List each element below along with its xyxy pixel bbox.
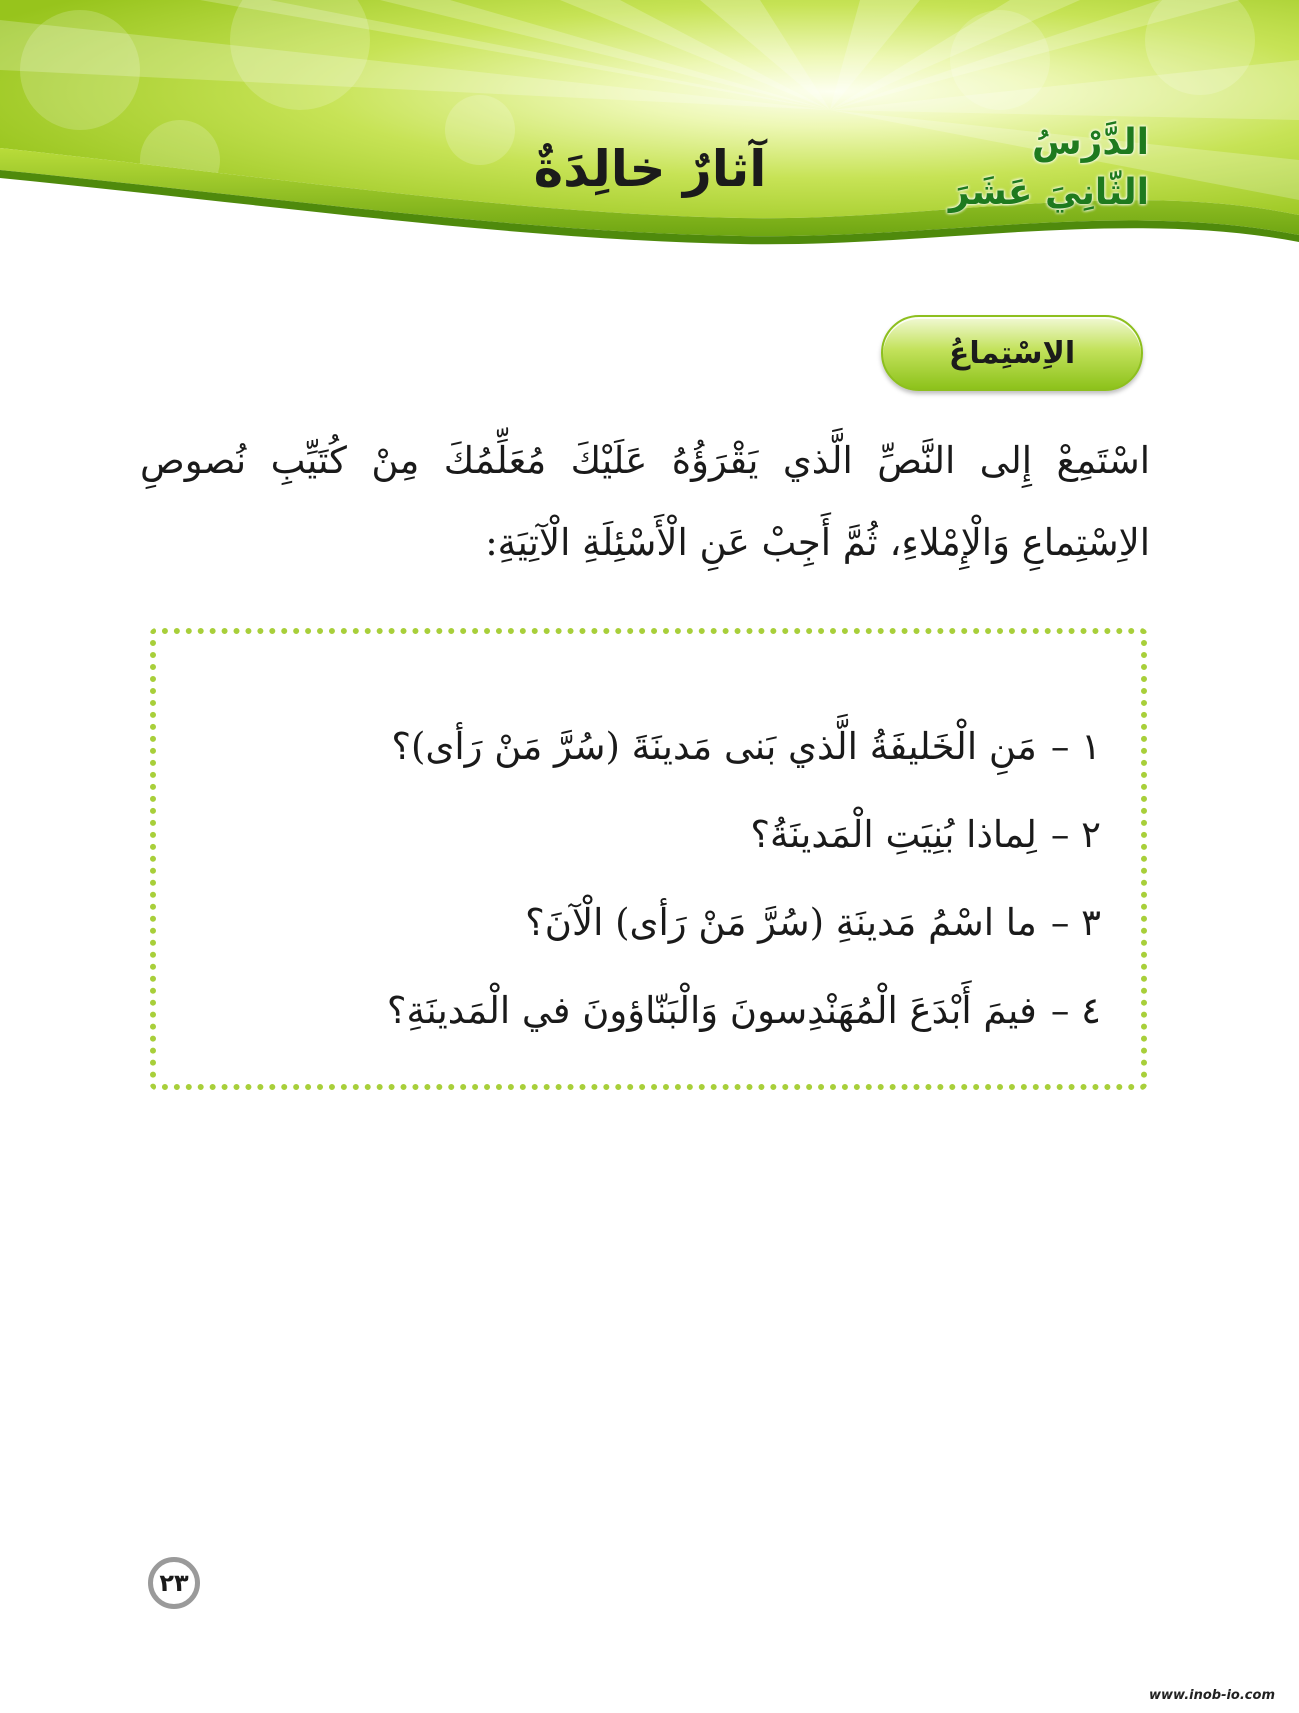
page-header [0,0,1299,270]
lesson-label-line1: الدَّرْسُ [1031,122,1149,163]
question-item [221,805,1101,893]
question-number: ٤ – [1050,989,1101,1032]
lesson-label-line2: الثّانِيَ عَشَرَ [948,172,1149,213]
question-text: لِماذا بُنِيَتِ الْمَدينَةُ؟ [750,813,1037,856]
instructions-paragraph: اسْتَمِعْ إِلى النَّصِّ الَّذي يَقْرَؤُهُ عَلَيْكَ مُعَلِّمُكَ مِنْ كُتَيِّبِ نُصوصِ الاِسْتِماعِ وَالْإِمْلاءِ، ثُمَّ أَجِبْ عَنِ الْأَسْئِلَةِ الْآتِيَةِ: [140,439,1150,564]
question-number: ١ – [1050,725,1101,768]
question-item [221,981,1101,1069]
page-title: آثارٌ خالِدَةٌ [533,140,767,198]
footer-url: www.inob-io.com [1149,1688,1275,1703]
question-text: مَنِ الْخَليفَةُ الَّذي بَنى مَدينَةَ (سُرَّ مَنْ رَأى)؟ [391,725,1037,768]
section-heading-pill: الاِسْتِماعُ [881,315,1143,391]
question-number: ٣ – [1050,901,1101,944]
question-item [221,717,1101,805]
question-text: ما اسْمُ مَدينَةِ (سُرَّ مَنْ رَأى) الْآنَ؟ [525,901,1037,944]
question-number: ٢ – [1050,813,1101,856]
question-item [221,893,1101,981]
question-text: فيمَ أَبْدَعَ الْمُهَنْدِسونَ وَالْبَنّاؤونَ في الْمَدينَةِ؟ [386,989,1037,1032]
lesson-number-label [919,118,1149,218]
questions-box [150,628,1147,1090]
questions-list [221,717,1101,1069]
page-number-badge: ٢٣ [148,1557,200,1609]
